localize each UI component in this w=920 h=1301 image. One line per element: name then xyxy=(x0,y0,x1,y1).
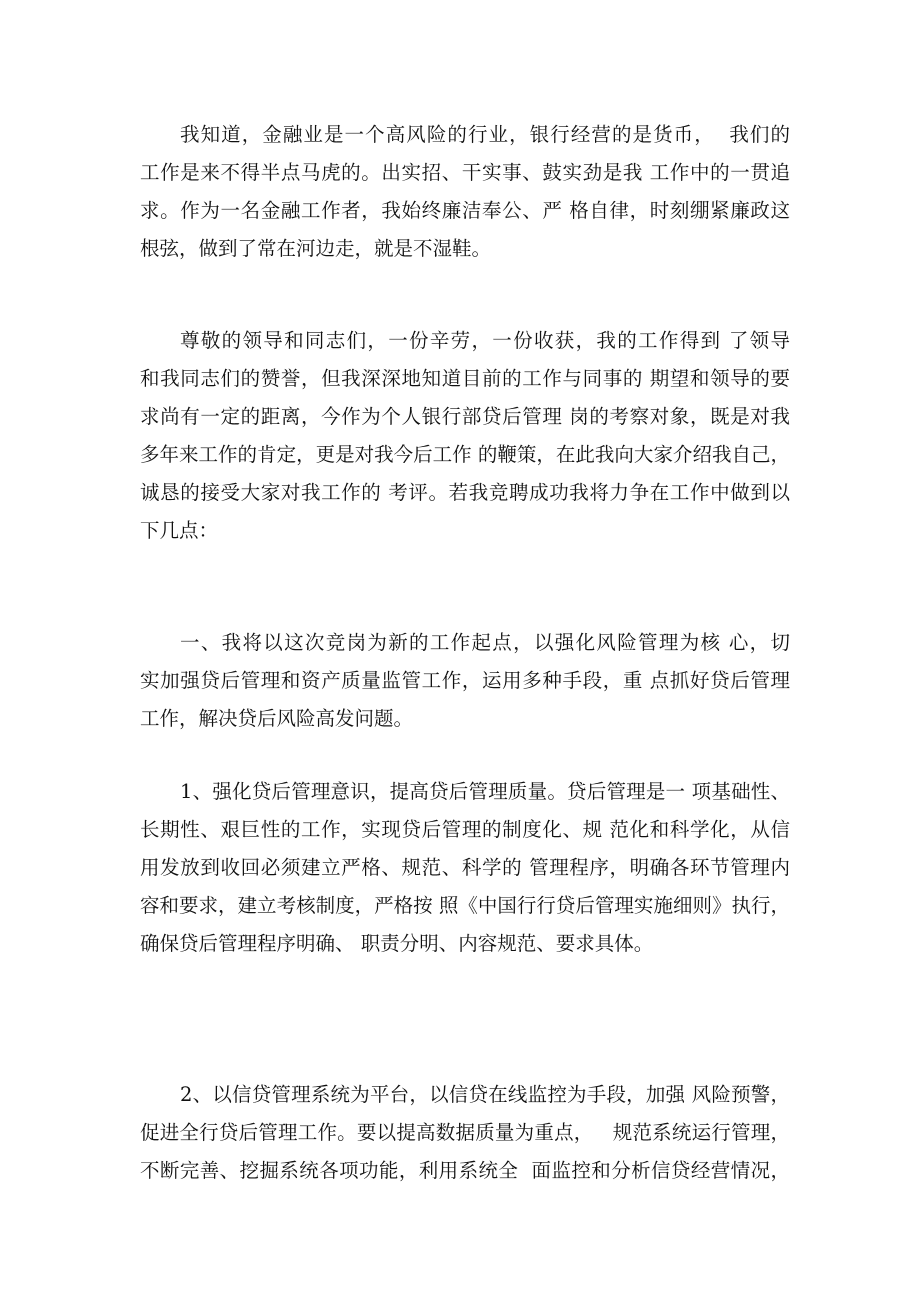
paragraph-line: 促进全行贷后管理工作。要以提高数据质量为重点， 规范系统运行管理， xyxy=(140,1121,790,1144)
paragraph-line: 尊敬的领导和同志们，一份辛劳，一份收获，我的工作得到 了领导 xyxy=(180,329,790,352)
paragraph-item-2 xyxy=(140,1076,790,1190)
paragraph-line: 诚恳的接受大家对我工作的 考评。若我竞聘成功我将力争在工作中做到以 xyxy=(140,481,790,504)
paragraph-line: 我知道，金融业是一个高风险的行业，银行经营的是货币， 我们的 xyxy=(180,123,790,146)
paragraph-line: 根弦，做到了常在河边走，就是不湿鞋。 xyxy=(140,237,492,260)
paragraph-item-1 xyxy=(140,773,790,963)
paragraph-line: 求。作为一名金融工作者，我始终廉洁奉公、严 格自律，时刻绷紧廉政这 xyxy=(140,199,790,222)
paragraph-line: 用发放到收回必须建立严格、规范、科学的 管理程序，明确各环节管理内 xyxy=(140,856,790,879)
paragraph-line: 工作，解决贷后风险高发问题。 xyxy=(140,707,414,730)
paragraph-address xyxy=(140,322,790,550)
paragraph-line: 确保贷后管理程序明确、 职责分明、内容规范、要求具体。 xyxy=(140,932,654,955)
paragraph-integrity xyxy=(140,116,790,268)
paragraph-line: 和我同志们的赞誉，但我深深地知道目前的工作与同事的 期望和领导的要 xyxy=(140,367,790,390)
paragraph-point-one xyxy=(140,624,790,738)
paragraph-line: 长期性、艰巨性的工作，实现贷后管理的制度化、规 范化和科学化，从信 xyxy=(140,818,790,841)
paragraph-line: 多年来工作的肯定，更是对我今后工作 的鞭策，在此我向大家介绍我自己， xyxy=(140,443,790,466)
paragraph-line: 一、我将以这次竞岗为新的工作起点，以强化风险管理为核 心，切 xyxy=(180,631,790,654)
paragraph-line: 容和要求，建立考核制度，严格按 照《中国行行贷后管理实施细则》执行， xyxy=(140,894,790,917)
paragraph-line: 实加强贷后管理和资产质量监管工作，运用多种手段，重 点抓好贷后管理 xyxy=(140,669,790,692)
paragraph-line: 1、强化贷后管理意识，提高贷后管理质量。贷后管理是一 项基础性、 xyxy=(180,780,790,803)
paragraph-line: 工作是来不得半点马虎的。出实招、干实事、鼓实劲是我 工作中的一贯追 xyxy=(140,161,790,184)
paragraph-line: 不断完善、挖掘系统各项功能，利用系统全 面监控和分析信贷经营情况， xyxy=(140,1159,790,1182)
paragraph-line: 2、以信贷管理系统为平台，以信贷在线监控为手段，加强 风险预警， xyxy=(180,1083,790,1106)
paragraph-line: 求尚有一定的距离，今作为个人银行部贷后管理 岗的考察对象，既是对我 xyxy=(140,405,790,428)
paragraph-line: 下几点： xyxy=(140,519,219,542)
